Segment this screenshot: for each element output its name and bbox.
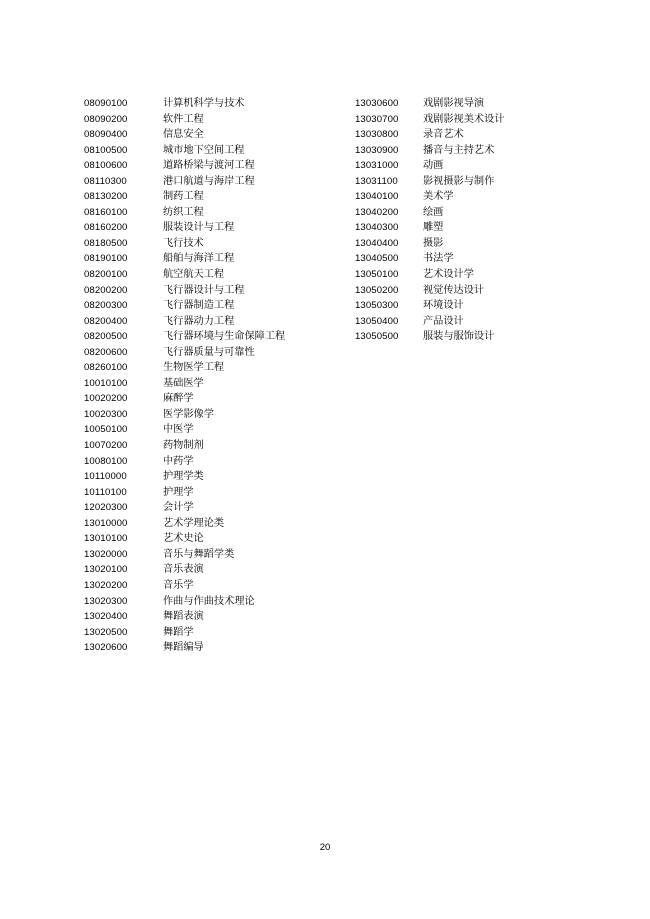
major-row	[84, 143, 344, 159]
major-name: 音乐表演	[163, 564, 204, 576]
major-code: 13040500	[355, 253, 399, 265]
major-code: 13020300	[84, 595, 128, 607]
major-name: 医学影像学	[163, 408, 214, 420]
major-name: 飞行器质量与可靠性	[163, 346, 255, 358]
major-row	[355, 298, 615, 314]
major-row	[84, 438, 344, 454]
major-code: 13010000	[84, 517, 128, 529]
major-row	[355, 205, 615, 221]
major-code: 13050500	[355, 331, 399, 343]
major-name: 护理学类	[163, 471, 204, 483]
major-code: 08090200	[84, 113, 128, 125]
major-name: 软件工程	[163, 113, 204, 125]
major-code: 10110000	[84, 471, 127, 483]
major-code: 08110300	[84, 175, 127, 187]
major-row	[355, 283, 615, 299]
major-name: 飞行器环境与生命保障工程	[163, 331, 286, 343]
major-row	[84, 298, 344, 314]
major-name: 基础医学	[163, 377, 204, 389]
major-name: 道路桥梁与渡河工程	[163, 160, 255, 172]
major-row	[84, 516, 344, 532]
major-name: 服装与服饰设计	[423, 331, 495, 343]
major-row	[84, 251, 344, 267]
major-name: 船舶与海洋工程	[163, 253, 235, 265]
major-row	[84, 407, 344, 423]
major-row	[355, 96, 615, 112]
major-name: 摄影	[423, 237, 444, 249]
major-row	[355, 329, 615, 345]
major-name: 影视摄影与制作	[423, 175, 495, 187]
major-row	[84, 640, 344, 656]
major-name: 麻醉学	[163, 393, 194, 405]
major-code: 13040200	[355, 206, 399, 218]
major-code: 13030800	[355, 129, 399, 141]
major-name: 信息安全	[163, 129, 204, 141]
major-name: 药物制剂	[163, 440, 204, 452]
major-name: 飞行器动力工程	[163, 315, 235, 327]
major-list-left	[84, 96, 344, 656]
major-row	[84, 158, 344, 174]
major-row	[84, 236, 344, 252]
major-code: 08090100	[84, 98, 128, 109]
major-name: 制药工程	[163, 191, 204, 203]
major-name: 计算机科学与技术	[163, 98, 245, 109]
major-code: 13040100	[355, 191, 399, 203]
major-row	[84, 205, 344, 221]
major-row	[355, 174, 615, 190]
major-code: 10020200	[84, 393, 128, 405]
major-row	[84, 609, 344, 625]
major-code: 13020000	[84, 548, 128, 560]
major-name: 戏剧影视美术设计	[423, 113, 505, 125]
major-name: 音乐与舞蹈学类	[163, 548, 235, 560]
major-row	[84, 360, 344, 376]
major-name: 飞行器设计与工程	[163, 284, 245, 296]
major-row	[84, 376, 344, 392]
major-code: 08200400	[84, 315, 128, 327]
major-code: 08180500	[84, 237, 128, 249]
major-row	[84, 174, 344, 190]
major-row	[355, 112, 615, 128]
major-row	[84, 112, 344, 128]
major-name: 中医学	[163, 424, 194, 436]
major-row	[84, 547, 344, 563]
major-row	[84, 96, 344, 112]
major-code: 10050100	[84, 424, 128, 436]
major-code: 13030900	[355, 144, 399, 156]
major-code: 08160100	[84, 206, 128, 218]
major-code: 10080100	[84, 455, 128, 467]
major-code: 10020300	[84, 408, 128, 420]
major-code: 08200300	[84, 300, 128, 312]
major-code: 13010100	[84, 533, 128, 545]
major-name: 视觉传达设计	[423, 284, 485, 296]
major-code: 13031100	[355, 175, 398, 187]
major-row	[84, 594, 344, 610]
major-row	[84, 391, 344, 407]
major-row	[84, 562, 344, 578]
major-name: 音乐学	[163, 579, 194, 591]
major-name: 城市地下空间工程	[163, 144, 245, 156]
major-code: 08190100	[84, 253, 128, 265]
major-code: 08160200	[84, 222, 128, 234]
major-code: 13020500	[84, 626, 128, 638]
major-row	[84, 578, 344, 594]
major-name: 作曲与作曲技术理论	[163, 595, 255, 607]
major-code: 13050200	[355, 284, 399, 296]
major-name: 产品设计	[423, 315, 464, 327]
major-name: 服装设计与工程	[163, 222, 235, 234]
major-name: 港口航道与海岸工程	[163, 175, 255, 187]
major-code: 12020300	[84, 502, 128, 514]
major-name: 会计学	[163, 502, 194, 514]
page-number: 20	[319, 842, 331, 853]
major-row	[355, 143, 615, 159]
major-code: 10010100	[84, 377, 128, 389]
major-name: 美术学	[423, 191, 454, 203]
major-code: 13020100	[84, 564, 128, 576]
major-name: 动画	[423, 160, 444, 172]
major-row	[84, 469, 344, 485]
major-row	[84, 500, 344, 516]
major-code: 13030600	[355, 98, 399, 109]
major-row	[84, 189, 344, 205]
major-row	[84, 127, 344, 143]
major-code: 08200500	[84, 331, 128, 343]
major-row	[355, 236, 615, 252]
major-name: 艺术学理论类	[163, 517, 225, 529]
major-code: 13040400	[355, 237, 399, 249]
major-code: 13040300	[355, 222, 399, 234]
major-name: 录音艺术	[423, 129, 464, 141]
major-row	[84, 345, 344, 361]
major-code: 08200600	[84, 346, 128, 358]
major-row	[84, 329, 344, 345]
major-name: 纺织工程	[163, 206, 204, 218]
major-code: 08260100	[84, 362, 128, 374]
major-name: 绘画	[423, 206, 444, 218]
major-name: 中药学	[163, 455, 194, 467]
major-code: 08200100	[84, 269, 128, 281]
major-code: 13020600	[84, 642, 128, 654]
major-code: 08100600	[84, 160, 128, 172]
major-row	[355, 158, 615, 174]
major-row	[84, 314, 344, 330]
major-code: 13031000	[355, 160, 399, 172]
major-code: 13020200	[84, 579, 128, 591]
major-name: 护理学	[163, 486, 194, 498]
major-code: 10070200	[84, 440, 128, 452]
major-code: 10110100	[84, 486, 127, 498]
major-row	[84, 283, 344, 299]
major-name: 艺术设计学	[423, 269, 474, 281]
major-row	[355, 251, 615, 267]
major-code: 08090400	[84, 129, 128, 141]
major-name: 飞行技术	[163, 237, 204, 249]
major-row	[355, 267, 615, 283]
major-name: 环境设计	[423, 300, 464, 312]
major-name: 舞蹈表演	[163, 611, 204, 623]
major-name: 书法学	[423, 253, 454, 265]
major-row	[84, 454, 344, 470]
major-code: 13050400	[355, 315, 399, 327]
major-name: 艺术史论	[163, 533, 204, 545]
major-row	[84, 531, 344, 547]
major-name: 舞蹈学	[163, 626, 194, 638]
major-name: 雕塑	[423, 222, 444, 234]
major-row	[84, 485, 344, 501]
major-list-right	[355, 96, 615, 345]
major-name: 播音与主持艺术	[423, 144, 495, 156]
major-code: 08200200	[84, 284, 128, 296]
major-name: 航空航天工程	[163, 269, 225, 281]
major-code: 13030700	[355, 113, 399, 125]
major-name: 生物医学工程	[163, 362, 225, 374]
major-row	[355, 189, 615, 205]
major-code: 13020400	[84, 611, 128, 623]
major-code: 08130200	[84, 191, 128, 203]
major-row	[84, 625, 344, 641]
major-name: 飞行器制造工程	[163, 300, 235, 312]
major-row	[84, 422, 344, 438]
major-name: 戏剧影视导演	[423, 98, 485, 109]
major-row	[355, 314, 615, 330]
major-row	[355, 220, 615, 236]
major-name: 舞蹈编导	[163, 642, 204, 654]
major-code: 13050100	[355, 269, 399, 281]
major-code: 08100500	[84, 144, 128, 156]
major-code: 13050300	[355, 300, 399, 312]
major-row	[84, 220, 344, 236]
major-row	[355, 127, 615, 143]
major-row	[84, 267, 344, 283]
